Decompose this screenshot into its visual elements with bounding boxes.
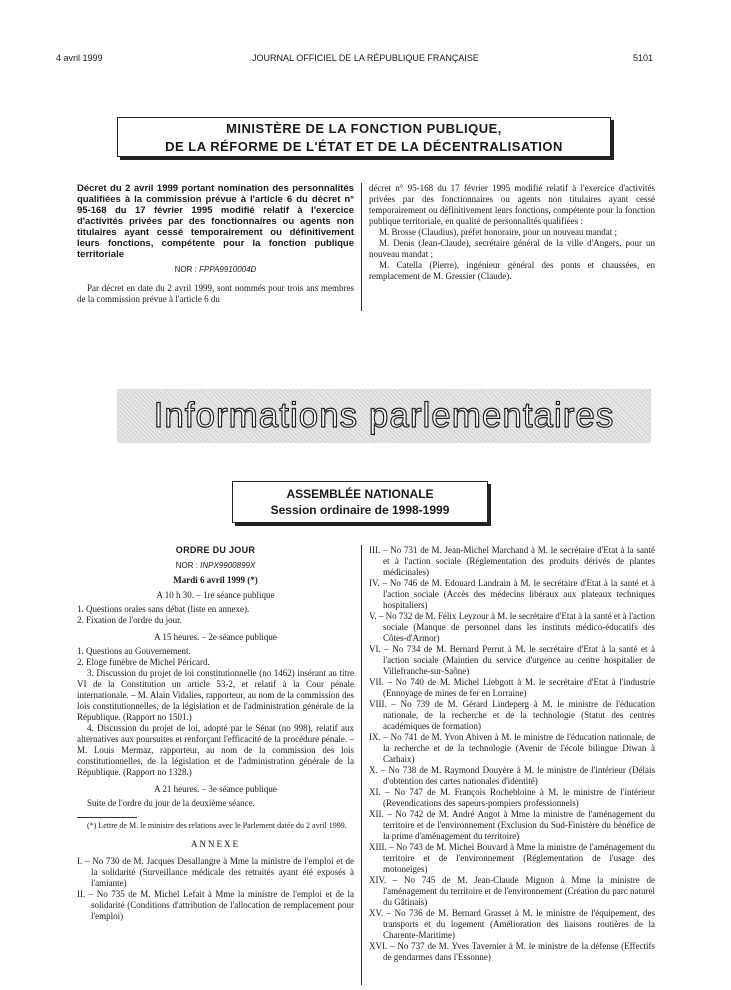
annexe-item: V. – No 732 de M. Félix Leyzour à M. le secrétaire d'Etat à la santé et à l'action sociale (Manque de personnel dans les instituts médico-éducatifs des Côtes-d'Armor) bbox=[369, 611, 655, 643]
annexe-item: XV. – No 736 de M. Bernard Grasset à M. le ministre de l'équipement, des transports et du logement (Amélioration des liaisons routières de la Charente-Maritime) bbox=[369, 908, 655, 940]
assemblee-heading-box bbox=[232, 481, 488, 523]
seance-heading: A 21 heures. – 3e séance publique bbox=[154, 784, 277, 794]
annexe-item: IV. – No 746 de M. Edouard Landrain à M. le secrétaire d'Etat à la santé et à l'action sociale (Accès des médecins libéraux aux plateaux techniques hospitaliers) bbox=[369, 578, 655, 610]
ministry-line-2: DE LA RÉFORME DE L'ÉTAT ET DE LA DÉCENTRALISATION bbox=[165, 139, 563, 154]
agenda-item: 1. Questions au Gouvernement. bbox=[77, 646, 191, 656]
agenda-item: 3. Discussion du projet de loi constitutionnelle (no 1462) insérant au titre VI de la Constitution un article 53-2, et relatif à la Cour pénale internationale. – M. Alain Vidalies, rapporteur, au nom de la commission des lois constitutionnelles, de la législation et de l'administration générale de la République. (Rapport no 1501.) bbox=[77, 668, 354, 722]
nor-label: NOR : bbox=[175, 561, 198, 570]
decret-paragraph: décret n° 95-168 du 17 février 1995 modifié relatif à l'exercice d'activités privées par des fonctionnaires ou agents non titulaires ayant cessé temporairement ou définitivement leurs fonctions, compétente pour la fonction publique territoriale, en qualité de personnalités qualifiées : bbox=[369, 183, 655, 226]
annexe-item: XI. – No 747 de M. François Rochebloine à M. le ministre de l'intérieur (Revendications des sapeurs-pompiers professionnels) bbox=[369, 787, 655, 808]
annexe-item: II. – No 735 de M. Michel Lefait à Mme la ministre de l'emploi et de la solidarité (Conditions d'attribution de l'allocation de remplacement pour l'emploi) bbox=[77, 889, 354, 921]
annexe-item: X. – No 738 de M. Raymond Douyère à M. le ministre de l'intérieur (Délais d'obtention des cartes nationales d'identité) bbox=[369, 765, 655, 786]
decret-paragraph: M. Denis (Jean-Claude), secrétaire général de la ville d'Angers, pour un nouveau mandat ; bbox=[369, 238, 655, 259]
annexe-heading: ANNEXE bbox=[191, 839, 240, 849]
agenda-item: 4. Discussion du projet de loi, adopté par le Sénat (no 998), relatif aux alternatives aux poursuites et renforçant l'efficacité de la procédure pénale. – M. Louis Mermaz, rapporteur, au nom de la commission des lois constitutionnelles, de la législation et de l'administration générale de la République. (Rapport no 1328.) bbox=[77, 723, 354, 777]
annexe-item: VIII. – No 739 de M. Gérard Lindeperg à M. le ministre de l'éducation nationale, de la recherche et de la technologie (Statut des centres académiques de formation) bbox=[369, 699, 655, 731]
annexe-item: VII. – No 740 de M. Michel Liebgott à M. le secrétaire d'Etat à l'industrie (Ennoyage de mines de fer en Lorraine) bbox=[369, 677, 655, 698]
banner-title: Informations parlementaires bbox=[153, 396, 615, 435]
agenda-item: Suite de l'ordre du jour de la deuxième séance. bbox=[87, 798, 255, 808]
nor-label: NOR : bbox=[174, 265, 197, 274]
seance-heading: A 10 h 30. – 1re séance publique bbox=[156, 590, 275, 600]
agenda-item: 2. Fixation de l'ordre du jour. bbox=[77, 615, 182, 625]
column-divider bbox=[361, 183, 362, 311]
footnote: (*) Lettre de M. le ministre des relations avec le Parlement datée du 2 avril 1999. bbox=[87, 821, 347, 830]
agenda-item: 1. Questions orales sans débat (liste en annexe). bbox=[77, 604, 250, 614]
header-page-number: 5101 bbox=[632, 53, 653, 63]
session-date: Mardi 6 avril 1999 (*) bbox=[173, 575, 258, 585]
annexe-item: XIII. – No 743 de M. Michel Bouvard à Mme la ministre de l'aménagement du territoire et de l'environnement (Réglementation de l'usage des motoneiges) bbox=[369, 842, 655, 874]
decret-right-column bbox=[369, 183, 655, 282]
decret-nor bbox=[77, 264, 354, 275]
ordre-nor bbox=[77, 560, 354, 571]
decret-title: Décret du 2 avril 1999 portant nomination des personnalités qualifiées à la commission prévue à l'article 6 du décret n° 95-168 du 17 février 1995 modifié relatif à l'exercice d'activités privées par des fonctionnaires ou agents non titulaires ayant cessé temporairement ou définitivement leurs fonctions, compétente pour la fonction publique territoriale bbox=[77, 183, 354, 260]
annexe-item: XII. – No 742 de M. André Angot à Mme la ministre de l'aménagement du territoire et de l'environnement (Exclusion du Sud-Finistère du bénéfice de la prime d'aménagement du territoire) bbox=[369, 809, 655, 841]
nor-code: FPPA9910004D bbox=[199, 265, 257, 274]
header-journal-title: JOURNAL OFFICIEL DE LA RÉPUBLIQUE FRANÇAISE bbox=[252, 53, 479, 63]
annexe-item: XIV. – No 745 de M. Jean-Claude Mignon à Mme la ministre de l'aménagement du territoire et de l'environnement (Création du parc naturel du Gâtinais) bbox=[369, 875, 655, 907]
ordre-title: ORDRE DU JOUR bbox=[175, 545, 256, 555]
seance-heading: A 15 heures. – 2e séance publique bbox=[154, 632, 277, 642]
ordre-right-column bbox=[369, 545, 655, 963]
ministry-line-1: MINISTÈRE DE LA FONCTION PUBLIQUE, bbox=[226, 121, 502, 136]
column-divider bbox=[361, 545, 362, 985]
annexe-item: I. – No 730 de M. Jacques Desallangre à Mme la ministre de l'emploi et de la solidarité (Surveillance médicale des retraités ayant été exposés à l'amiante) bbox=[77, 856, 354, 888]
decret-paragraph: Par décret en date du 2 avril 1999, sont nommés pour trois ans membres de la commission prévue à l'article 6 du bbox=[77, 283, 354, 304]
annexe-item: XVI. – No 737 de M. Yves Tavernier à M. le ministre de la défense (Effectifs de gendarmes dans l'Essonne) bbox=[369, 941, 655, 962]
annexe-item: III. – No 731 de M. Jean-Michel Marchand à M. le secrétaire d'Etat à la santé et à l'action sociale (Réglementation des produits dérivés de plantes médicinales) bbox=[369, 545, 655, 577]
decret-paragraph: M. Brosse (Claudius), préfet honoraire, pour un nouveau mandat ; bbox=[379, 227, 617, 237]
header-date: 4 avril 1999 bbox=[56, 53, 103, 63]
assemblee-line-2: Session ordinaire de 1998-1999 bbox=[270, 503, 450, 517]
assemblee-line-1: ASSEMBLÉE NATIONALE bbox=[286, 487, 434, 501]
agenda-item: 2. Eloge funèbre de Michel Péricard. bbox=[77, 657, 210, 667]
annexe-item: IX. – No 741 de M. Yvon Abiven à M. le ministre de l'éducation nationale, de la recherche et de la technologie (Avenir de l'école bilingue Diwan à Carhaix) bbox=[369, 732, 655, 764]
annexe-item: VI. – No 734 de M. Bernard Perrut à M. le secrétaire d'Etat à la santé et à l'action sociale (Maintien du service d'urgence au centre hospitalier de Villefranche-sur-Saône) bbox=[369, 644, 655, 676]
decret-left-column bbox=[77, 183, 354, 305]
ministry-heading-box bbox=[117, 117, 611, 157]
footnote-rule bbox=[77, 817, 137, 818]
nor-code: INPX9900899X bbox=[200, 561, 256, 570]
ordre-left-column bbox=[77, 545, 354, 922]
decret-paragraph: M. Catella (Pierre), ingénieur général des ponts et chaussées, en remplacement de M. Gressier (Claude). bbox=[369, 260, 655, 281]
